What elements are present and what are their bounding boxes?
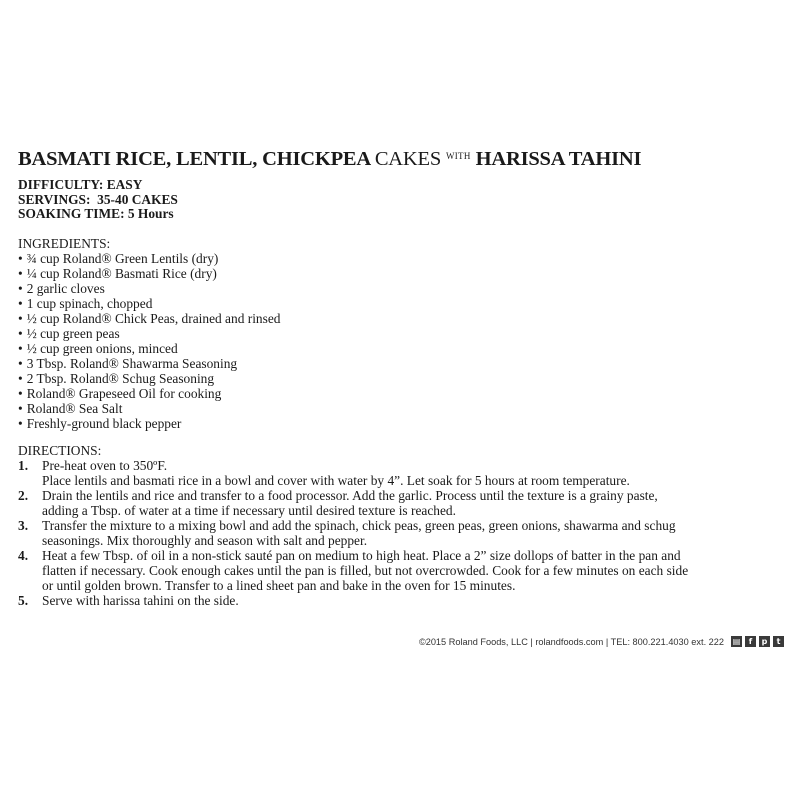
step-text-line: Drain the lentils and rice and transfer to a food processor. Add the garlic. Process until the texture is a grainy paste, (42, 488, 658, 503)
step-text-line: Serve with harissa tahini on the side. (42, 593, 239, 608)
ingredient-item: • 1 cup spinach, chopped (18, 296, 280, 311)
ingredients-heading: INGREDIENTS: (18, 236, 111, 251)
step-number: 3. (18, 518, 29, 533)
step-number: 5. (18, 593, 29, 608)
soaking-value: 5 Hours (127, 206, 174, 221)
step-text-line: Heat a few Tbsp. of oil in a non-stick sauté pan on medium to high heat. Place a 2” size dollops of batter in the pan and (42, 548, 681, 563)
step-number: 4. (18, 548, 29, 563)
step-text-line: Place lentils and basmati rice in a bowl and cover with water by 4”. Let soak for 5 hours at room temperature. (42, 473, 630, 488)
ingredient-item: • 2 garlic cloves (18, 281, 280, 296)
social-icons (731, 636, 784, 647)
soaking-label: SOAKING TIME: (18, 206, 125, 221)
direction-step (18, 518, 788, 548)
direction-step (18, 548, 788, 593)
ingredient-item: • 2 Tbsp. Roland® Schug Seasoning (18, 371, 280, 386)
step-text-line: Transfer the mixture to a mixing bowl and add the spinach, chick peas, green peas, green onions, shawarma and schug (42, 518, 676, 533)
title-part2: CAKES (374, 148, 442, 170)
direction-step (18, 458, 788, 488)
direction-step (18, 488, 788, 518)
servings-line (18, 193, 178, 208)
ingredients-list (18, 251, 280, 431)
ingredient-item: • ½ cup green peas (18, 326, 280, 341)
servings-value: 35-40 CAKES (97, 191, 178, 207)
pinterest-icon[interactable]: p (759, 636, 770, 647)
title-part1: BASMATI RICE, LENTIL, CHICKPEA (18, 148, 370, 170)
footer (419, 636, 784, 647)
twitter-icon[interactable]: t (773, 636, 784, 647)
facebook-icon[interactable]: f (745, 636, 756, 647)
recipe-meta (18, 178, 178, 222)
step-text-line: Pre-heat oven to 350ºF. (42, 458, 168, 473)
directions-list (18, 458, 788, 608)
step-number: 1. (18, 458, 29, 473)
ingredient-item: • ½ cup green onions, minced (18, 341, 280, 356)
step-text-line: flatten if necessary. Cook enough cakes until the pan is filled, but not overcrowded. Cook for a few minutes on each side (42, 563, 689, 578)
step-text-line: or until golden brown. Transfer to a lined sheet pan and bake in the oven for 15 minutes. (42, 578, 516, 593)
difficulty-label: DIFFICULTY: (18, 177, 104, 192)
recipe-title (18, 148, 641, 171)
footer-contact-text: ©2015 Roland Foods, LLC | rolandfoods.com | TEL: 800.221.4030 ext. 222 (418, 636, 724, 647)
difficulty-value: EASY (106, 177, 143, 192)
title-part3: HARISSA TAHINI (475, 148, 642, 170)
recipe-card-icon[interactable]: ▤ (732, 637, 741, 646)
ingredient-item: • ¾ cup Roland® Green Lentils (dry) (18, 251, 280, 266)
step-text-line: seasonings. Mix thoroughly and season with salt and pepper. (42, 533, 368, 548)
step-text-line: adding a Tbsp. of water at a time if necessary until desired texture is reached. (42, 503, 456, 518)
ingredient-item: • ½ cup Roland® Chick Peas, drained and rinsed (18, 311, 280, 326)
difficulty-line (18, 178, 178, 193)
ingredient-item: • Roland® Sea Salt (18, 401, 280, 416)
directions-heading: DIRECTIONS: (18, 443, 102, 458)
ingredient-item: • 3 Tbsp. Roland® Shawarma Seasoning (18, 356, 280, 371)
soaking-line (18, 207, 178, 222)
step-number: 2. (18, 488, 29, 503)
servings-label: SERVINGS: (18, 191, 91, 207)
direction-step (18, 593, 788, 608)
ingredient-item: • Roland® Grapeseed Oil for cooking (18, 386, 280, 401)
title-with: WITH (445, 151, 471, 161)
ingredient-item: • ¼ cup Roland® Basmati Rice (dry) (18, 266, 280, 281)
ingredient-item: • Freshly-ground black pepper (18, 416, 280, 431)
